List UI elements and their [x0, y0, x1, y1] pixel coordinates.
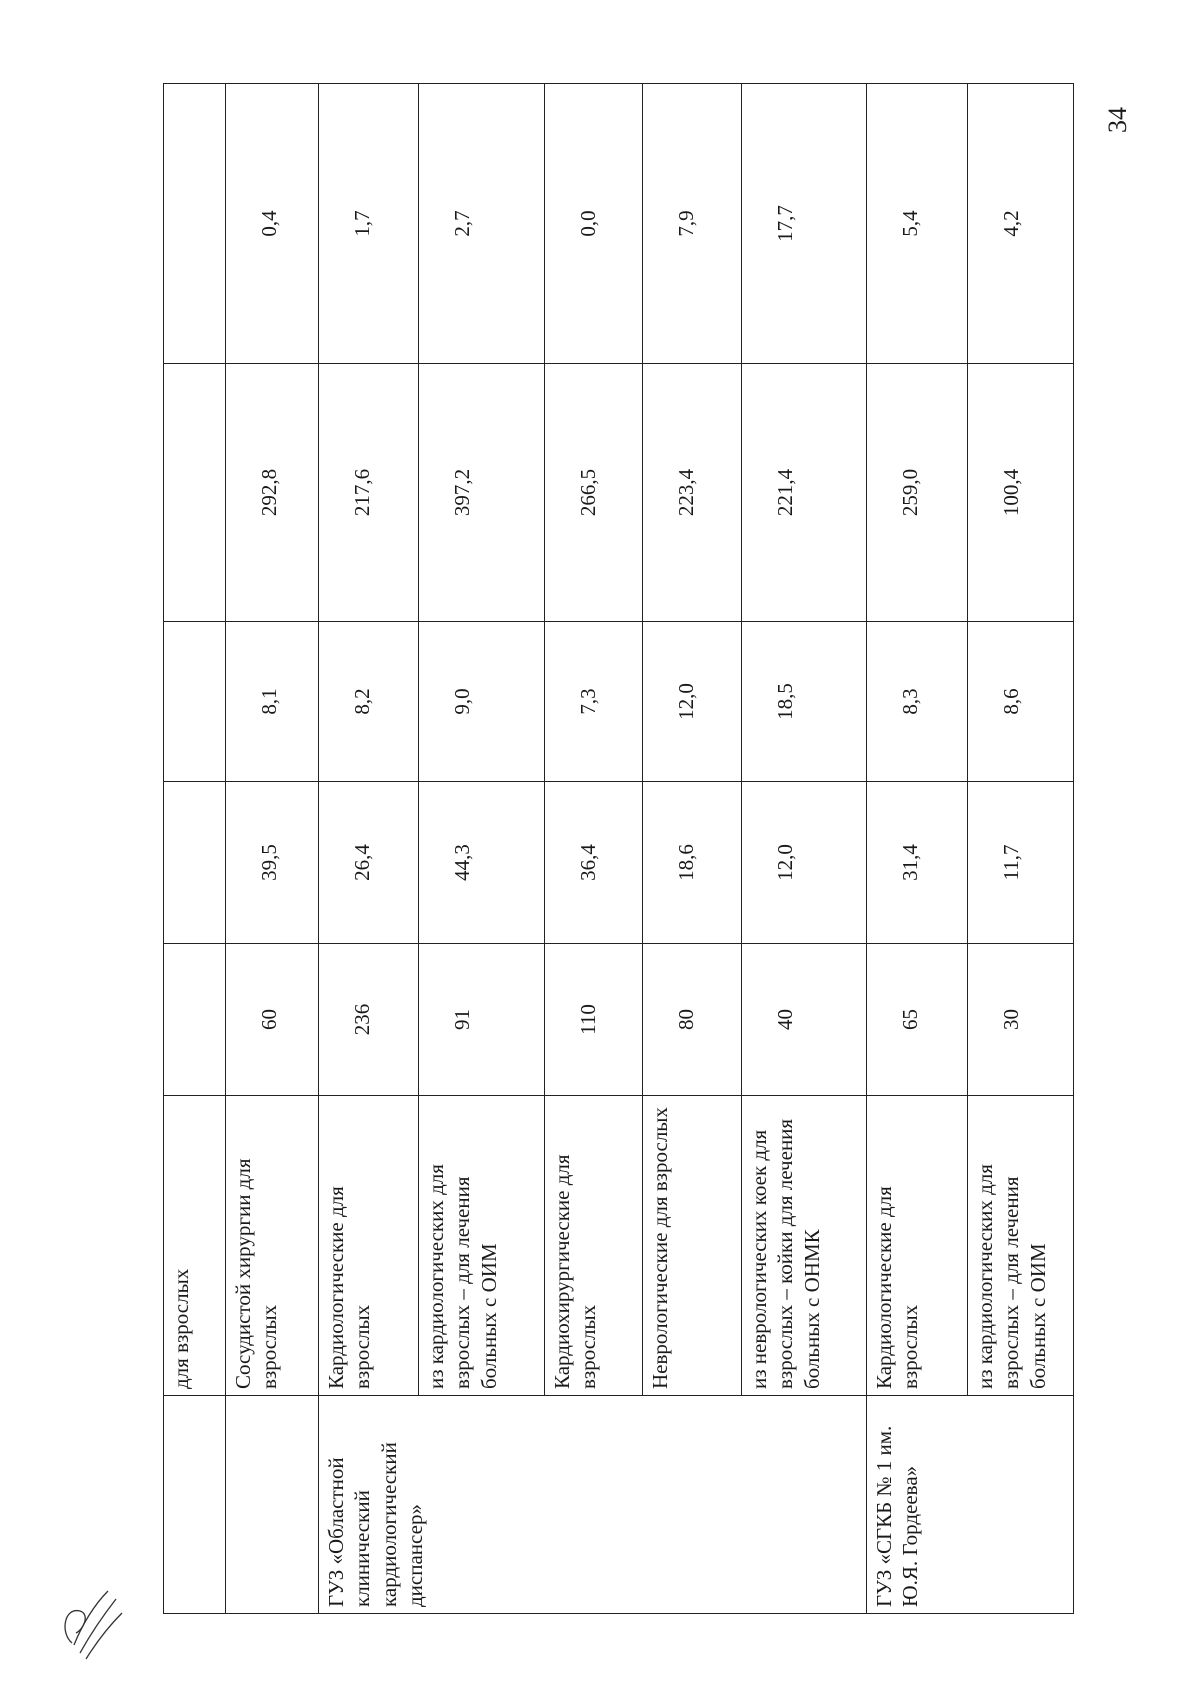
- profile-cell: из кардиологических для взрослых – для лечения больных с ОИМ: [968, 1096, 1074, 1396]
- value-cell-2: 8,6: [968, 622, 1074, 782]
- value-cell-1: 31,4: [867, 782, 968, 944]
- beds-cell: 91: [419, 944, 545, 1096]
- profile-cell: для взрослых: [164, 1096, 226, 1396]
- profile-cell: Кардиохирургические для взрослых: [545, 1096, 643, 1396]
- value-cell-1: 36,4: [545, 782, 643, 944]
- table-row: [867, 84, 968, 1614]
- value-cell-3: 217,6: [319, 364, 419, 622]
- value-cell-2: 8,3: [867, 622, 968, 782]
- value-cell-3: 397,2: [419, 364, 545, 622]
- beds-cell: 80: [643, 944, 742, 1096]
- beds-cell: 30: [968, 944, 1074, 1096]
- value-cell-4: 1,7: [319, 84, 419, 364]
- profile-cell: из кардиологических для взрослых – для лечения больных с ОИМ: [419, 1096, 545, 1396]
- value-cell-4: 0,0: [545, 84, 643, 364]
- table-row: [164, 84, 226, 1614]
- value-cell-4: 4,2: [968, 84, 1074, 364]
- handwritten-signature: [50, 1585, 130, 1665]
- value-cell-2: 7,3: [545, 622, 643, 782]
- value-cell-3: 266,5: [545, 364, 643, 622]
- value-cell-1: 11,7: [968, 782, 1074, 944]
- value-cell-3: 259,0: [867, 364, 968, 622]
- value-cell-1: 39,5: [226, 782, 319, 944]
- value-cell-1: 18,6: [643, 782, 742, 944]
- table-row: [643, 84, 742, 1614]
- org-cell: ГУЗ «Областной клинический кардиологический диспансер»: [319, 1396, 867, 1614]
- beds-cell: 40: [742, 944, 867, 1096]
- rotated-page-content: [163, 84, 1073, 1614]
- value-cell-3: 100,4: [968, 364, 1074, 622]
- value-cell-2: [164, 622, 226, 782]
- value-cell-4: 0,4: [226, 84, 319, 364]
- org-cell: [226, 1396, 319, 1614]
- value-cell-4: 7,9: [643, 84, 742, 364]
- value-cell-4: 2,7: [419, 84, 545, 364]
- beds-cell: 65: [867, 944, 968, 1096]
- value-cell-1: 44,3: [419, 782, 545, 944]
- hospital-beds-table: [163, 83, 1074, 1614]
- org-cell: ГУЗ «СГКБ № 1 им. Ю.Я. Гордеева»: [867, 1396, 1074, 1614]
- value-cell-3: [164, 364, 226, 622]
- profile-cell: Кардиологические для взрослых: [319, 1096, 419, 1396]
- profile-cell: Кардиологические для взрослых: [867, 1096, 968, 1396]
- value-cell-2: 18,5: [742, 622, 867, 782]
- value-cell-2: 9,0: [419, 622, 545, 782]
- org-cell: [164, 1396, 226, 1614]
- value-cell-1: [164, 782, 226, 944]
- value-cell-1: 26,4: [319, 782, 419, 944]
- beds-cell: 236: [319, 944, 419, 1096]
- page-number: 34: [1103, 107, 1132, 133]
- value-cell-2: 8,1: [226, 622, 319, 782]
- profile-cell: Неврологические для взрослых: [643, 1096, 742, 1396]
- value-cell-2: 8,2: [319, 622, 419, 782]
- table-row: [319, 84, 419, 1614]
- beds-cell: [164, 944, 226, 1096]
- value-cell-4: 17,7: [742, 84, 867, 364]
- table-row: [742, 84, 867, 1614]
- value-cell-3: 221,4: [742, 364, 867, 622]
- profile-cell: Сосудистой хирургии для взрослых: [226, 1096, 319, 1396]
- value-cell-4: [164, 84, 226, 364]
- beds-cell: 110: [545, 944, 643, 1096]
- value-cell-1: 12,0: [742, 782, 867, 944]
- value-cell-2: 12,0: [643, 622, 742, 782]
- beds-cell: 60: [226, 944, 319, 1096]
- table-row: [226, 84, 319, 1614]
- value-cell-3: 292,8: [226, 364, 319, 622]
- table-row: [968, 84, 1074, 1614]
- profile-cell: из неврологических коек для взрослых – койки для лечения больных с ОНМК: [742, 1096, 867, 1396]
- value-cell-3: 223,4: [643, 364, 742, 622]
- table-row: [545, 84, 643, 1614]
- table-row: [419, 84, 545, 1614]
- value-cell-4: 5,4: [867, 84, 968, 364]
